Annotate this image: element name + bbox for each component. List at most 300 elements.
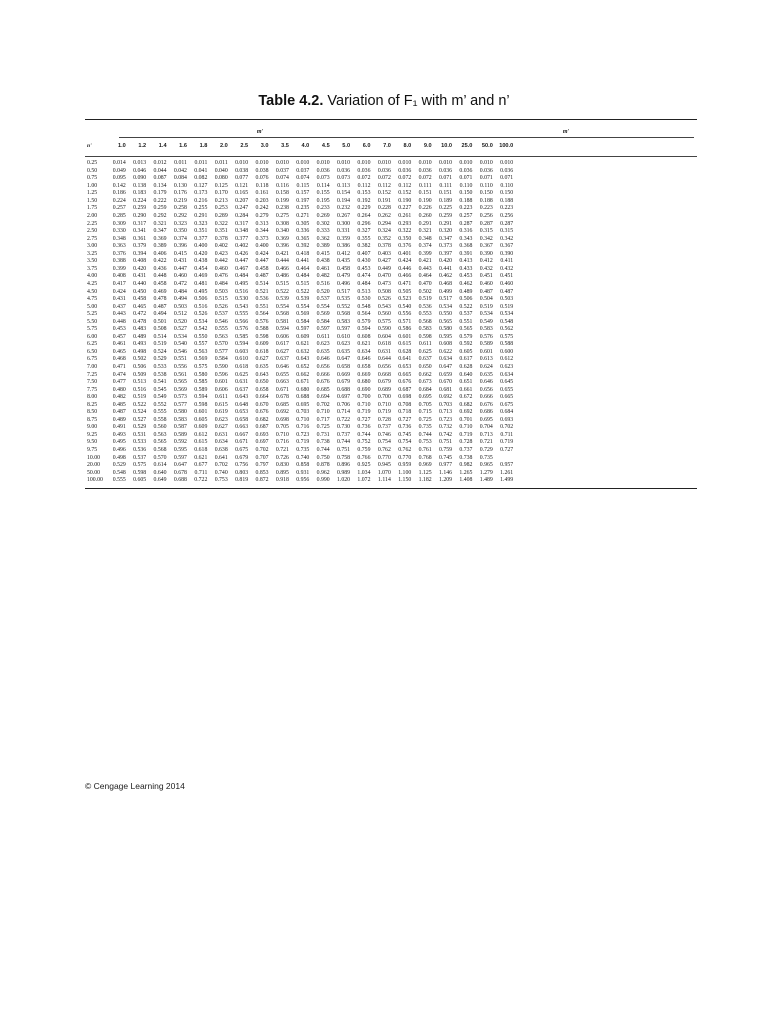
table-cell: 0.534 [194,318,208,325]
table-cell: 0.197 [296,197,310,204]
table-cell: 0.458 [337,265,351,272]
table-cell: 0.545 [153,386,167,393]
table-cell: 0.554 [275,303,289,310]
table-row [85,213,697,221]
table-cell: 0.736 [357,424,371,431]
table-cell: 0.170 [214,190,228,197]
table-cell: 0.271 [296,213,310,220]
table-cell: 0.580 [438,326,453,333]
table-cell: 0.040 [214,167,228,174]
table-cell: 0.530 [357,296,371,303]
table-cell: 0.673 [418,379,432,386]
table-cell: 0.584 [214,356,228,363]
table-cell: 0.727 [500,446,514,453]
table-cell: 0.707 [255,454,269,461]
table-cell: 0.441 [438,265,453,272]
table-cell: 0.619 [214,409,228,416]
table-cell: 0.110 [500,182,514,189]
table-cell: 1.070 [377,469,391,476]
row-label-n: 2.75 [87,235,98,242]
table-cell: 0.484 [173,288,187,295]
table-cell: 0.594 [194,394,208,401]
table-cell: 0.071 [479,175,493,182]
table-cell: 0.744 [316,446,330,453]
table-cell: 0.531 [133,431,147,438]
table-row [85,243,697,251]
table-cell: 0.579 [459,333,473,340]
table-cell: 0.611 [214,394,228,401]
table-cell: 0.663 [275,379,289,386]
table-cell: 0.732 [438,424,453,431]
table-cell: 0.655 [500,386,514,393]
table-cell: 0.540 [398,303,412,310]
table-cell: 0.042 [173,167,187,174]
table-cell: 0.522 [296,288,310,295]
table-cell: 0.589 [194,386,208,393]
table-cell: 0.352 [377,235,391,242]
table-cell: 0.084 [173,175,187,182]
table-cell: 0.071 [500,175,514,182]
table-cell: 0.347 [438,235,453,242]
table-cell: 0.570 [214,341,228,348]
table-cell: 0.485 [112,401,126,408]
table-cell: 0.487 [500,288,514,295]
table-cell: 0.309 [112,220,126,227]
table-cell: 0.125 [214,182,228,189]
table-row [85,470,697,478]
table-cell: 0.438 [194,258,208,265]
table-cell: 0.216 [194,197,208,204]
table-cell: 0.745 [398,431,412,438]
table-cell: 0.365 [296,235,310,242]
table-cell: 0.714 [337,409,351,416]
table-cell: 0.153 [357,190,371,197]
table-row [85,304,697,312]
table-cell: 0.542 [194,326,208,333]
table-cell: 0.470 [418,280,432,287]
table-cell: 0.693 [500,416,514,423]
table-cell: 0.655 [275,371,289,378]
table-cell: 0.451 [500,273,514,280]
table-cell: 0.601 [194,409,208,416]
column-header-n: n' [87,143,92,150]
table-cell: 0.483 [133,326,147,333]
table-cell: 0.614 [153,462,167,469]
table-cell: 0.521 [255,288,269,295]
table-cell: 0.072 [377,175,391,182]
table-cell: 0.506 [459,296,473,303]
table-cell: 0.698 [398,394,412,401]
table-cell: 0.643 [296,356,310,363]
table-cell: 0.676 [316,379,330,386]
table-cell: 0.258 [173,205,187,212]
table-cell: 0.527 [133,416,147,423]
table-cell: 0.617 [275,341,289,348]
table-row [85,221,697,229]
table-cell: 0.342 [479,235,493,242]
table-cell: 0.563 [194,348,208,355]
table-cell: 0.520 [316,288,330,295]
table-cell: 0.601 [479,348,493,355]
table-cell: 0.402 [235,243,249,250]
table-cell: 0.333 [316,228,330,235]
table-cell: 0.464 [296,265,310,272]
table-cell: 0.969 [418,462,432,469]
table-cell: 0.676 [398,379,412,386]
table-cell: 0.945 [377,462,391,469]
table-cell: 0.275 [275,213,289,220]
table-cell: 0.423 [214,250,228,257]
table-cell: 0.011 [214,160,228,167]
row-label-n: 10.00 [87,454,101,461]
column-header-m: 2.0 [219,143,228,150]
table-cell: 0.111 [419,182,432,189]
table-cell: 0.188 [479,197,493,204]
table-cell: 0.584 [296,318,310,325]
table-cell: 0.703 [296,409,310,416]
table-cell: 0.155 [316,190,330,197]
table-cell: 0.606 [214,386,228,393]
table-cell: 0.348 [418,235,432,242]
table-cell: 0.378 [377,243,391,250]
table-cell: 0.744 [418,431,432,438]
table-cell: 0.539 [275,296,289,303]
table-row [85,394,697,402]
table-cell: 0.684 [500,409,514,416]
title-label: Table 4.2. [258,93,324,109]
table-cell: 0.257 [459,213,473,220]
table-cell: 0.479 [337,273,351,280]
table-cell: 0.262 [377,213,391,220]
table-cell: 0.259 [153,205,167,212]
table-cell: 0.010 [418,160,432,167]
column-header-m: 1.0 [118,143,126,150]
table-cell: 0.519 [133,394,147,401]
table-cell: 0.625 [235,371,249,378]
table-cell: 0.165 [235,190,249,197]
table-cell: 0.590 [377,326,391,333]
table-cell: 0.605 [194,416,208,423]
table-cell: 0.688 [296,394,310,401]
table-cell: 0.589 [479,341,493,348]
row-label-n: 3.50 [87,258,98,265]
table-cell: 0.759 [357,446,371,453]
table-cell: 0.700 [357,394,371,401]
table-cell: 0.603 [235,348,249,355]
table-cell: 0.677 [194,462,208,469]
table-cell: 0.643 [255,371,269,378]
table-cell: 0.377 [194,235,208,242]
table-cell: 0.519 [500,303,514,310]
table-cell: 0.072 [357,175,371,182]
table-cell: 0.469 [194,273,208,280]
table-cell: 0.431 [173,258,187,265]
table-cell: 0.647 [173,462,187,469]
table-cell: 0.730 [337,424,351,431]
table-cell: 0.647 [337,356,351,363]
table-cell: 0.478 [153,296,167,303]
row-label-n: 6.00 [87,333,98,340]
table-cell: 0.487 [479,288,493,295]
table-cell: 0.583 [479,326,493,333]
table-cell: 0.702 [214,462,228,469]
table-cell: 0.688 [337,386,351,393]
table-cell: 0.422 [153,258,167,265]
table-cell: 0.493 [112,431,126,438]
table-cell: 0.533 [153,363,167,370]
row-label-n: 0.75 [87,175,98,182]
row-label-n: 4.75 [87,296,98,303]
table-cell: 0.390 [479,250,493,257]
table-cell: 0.189 [438,197,453,204]
table-cell: 0.466 [398,273,412,280]
table-cell: 0.738 [316,439,330,446]
title-text: Variation of F₁ with m’ and n’ [323,93,510,109]
table-cell: 0.637 [235,386,249,393]
table-cell: 0.111 [439,182,453,189]
table-cell: 0.493 [133,341,147,348]
table-row [85,183,697,191]
group-label-right: m' [562,128,570,135]
table-cell: 0.766 [357,454,371,461]
table-cell: 0.627 [214,424,228,431]
table-cell: 0.044 [153,167,167,174]
table-cell: 0.408 [133,258,147,265]
table-cell: 0.037 [275,167,289,174]
table-row [85,447,697,455]
table-cell: 0.534 [438,303,453,310]
table-cell: 0.534 [500,311,514,318]
table-cell: 0.491 [112,424,126,431]
table-cell: 0.727 [357,416,371,423]
table-cell: 0.443 [112,311,126,318]
table-cell: 0.698 [275,416,289,423]
table-cell: 0.563 [214,333,228,340]
table-cell: 0.468 [438,280,453,287]
table-cell: 0.697 [337,394,351,401]
table-cell: 0.635 [337,348,351,355]
table-cell: 0.517 [438,296,453,303]
table-cell: 0.462 [459,280,473,287]
row-label-n: 7.75 [87,386,98,393]
table-cell: 0.956 [296,477,310,484]
table-cell: 0.499 [438,288,453,295]
column-header-m: 4.5 [321,143,330,150]
table-cell: 0.588 [500,341,514,348]
table-cell: 0.631 [235,379,249,386]
table-cell: 0.565 [459,326,473,333]
table-cell: 0.598 [418,333,432,340]
table-cell: 0.679 [337,379,351,386]
table-cell: 0.154 [337,190,351,197]
table-cell: 0.595 [438,333,453,340]
table-cell: 0.344 [255,228,269,235]
table-cell: 0.543 [377,303,391,310]
table-cell: 0.460 [479,280,493,287]
table-cell: 0.600 [500,348,514,355]
table-cell: 0.503 [214,288,228,295]
table-cell: 0.219 [173,197,187,204]
table-cell: 0.471 [398,280,412,287]
table-cell: 0.759 [438,446,453,453]
table-cell: 0.608 [357,333,371,340]
table-cell: 0.501 [153,318,167,325]
table-cell: 0.719 [459,431,473,438]
table-cell: 0.324 [377,228,391,235]
table-cell: 0.487 [255,273,269,280]
table-cell: 0.502 [133,356,147,363]
table-cell: 0.556 [398,311,412,318]
table-cell: 0.320 [438,228,453,235]
table-cell: 0.723 [438,416,453,423]
table-cell: 0.666 [479,394,493,401]
table-cell: 0.666 [316,371,330,378]
table-cell: 0.621 [194,454,208,461]
table-cell: 0.186 [112,190,126,197]
table-cell: 0.552 [153,401,167,408]
row-label-n: 2.50 [87,228,98,235]
table-cell: 0.649 [153,477,167,484]
table-cell: 0.622 [438,348,453,355]
table-cell: 0.223 [479,205,493,212]
table-cell: 0.618 [194,446,208,453]
table-cell: 0.628 [398,348,412,355]
table-cell: 0.199 [275,197,289,204]
table-cell: 0.580 [173,409,187,416]
table-cell: 0.594 [235,341,249,348]
table-cell: 0.585 [235,333,249,340]
table-cell: 0.695 [479,416,493,423]
table-cell: 0.359 [337,235,351,242]
table-cell: 0.575 [133,462,147,469]
table-cell: 0.705 [418,401,432,408]
table-cell: 0.127 [194,182,208,189]
table-cell: 0.684 [418,386,432,393]
table-cell: 0.557 [194,341,208,348]
table-cell: 0.623 [316,341,330,348]
row-label-n: 20.00 [87,462,101,469]
table-cell: 0.731 [316,431,330,438]
table-cell: 0.555 [112,477,126,484]
table-cell: 0.536 [255,296,269,303]
table-cell: 0.624 [479,363,493,370]
table-cell: 0.693 [255,431,269,438]
row-label-n: 4.00 [87,273,98,280]
table-cell: 0.369 [275,235,289,242]
table-cell: 0.112 [398,182,412,189]
table-cell: 0.213 [214,197,228,204]
table-cell: 0.596 [214,371,228,378]
table-cell: 0.550 [438,311,453,318]
table-cell: 0.458 [153,280,167,287]
table-cell: 0.569 [173,386,187,393]
table-cell: 0.609 [296,333,310,340]
table-cell: 0.553 [418,311,432,318]
table-cell: 0.484 [296,273,310,280]
table-cell: 0.634 [357,348,371,355]
table-cell: 0.037 [296,167,310,174]
table-cell: 0.074 [275,175,289,182]
table-cell: 0.082 [194,175,208,182]
table-row [85,402,697,410]
table-cell: 0.350 [398,235,412,242]
table-cell: 0.279 [255,213,269,220]
table-cell: 0.377 [235,235,249,242]
table-cell: 0.613 [479,356,493,363]
table-cell: 0.010 [235,160,249,167]
table-cell: 0.343 [459,235,473,242]
table-cell: 0.411 [500,258,514,265]
table-cell: 0.982 [459,462,473,469]
table-cell: 0.658 [235,416,249,423]
table-cell: 0.496 [112,446,126,453]
table-cell: 0.565 [173,379,187,386]
table-cell: 0.484 [357,280,371,287]
table-row [85,372,697,380]
table-cell: 0.432 [479,265,493,272]
table-cell: 0.555 [235,311,249,318]
table-cell: 0.634 [500,371,514,378]
table-cell: 0.368 [459,243,473,250]
table-cell: 0.716 [296,424,310,431]
table-cell: 0.010 [459,160,473,167]
table-row [85,311,697,319]
table-cell: 0.313 [255,220,269,227]
table-cell: 0.519 [153,341,167,348]
table-cell: 0.517 [337,288,351,295]
table-cell: 0.235 [296,205,310,212]
table-cell: 0.134 [153,182,167,189]
table-cell: 0.570 [153,454,167,461]
table-cell: 0.583 [337,318,351,325]
table-cell: 0.524 [153,348,167,355]
table-cell: 0.918 [275,477,289,484]
row-label-n: 3.25 [87,250,98,257]
table-cell: 0.515 [214,296,228,303]
table-cell: 0.631 [214,431,228,438]
table-cell: 0.631 [377,348,391,355]
table-row [85,281,697,289]
table-cell: 0.598 [194,401,208,408]
table-cell: 0.830 [275,462,289,469]
table-cell: 0.647 [438,363,453,370]
table-row [85,455,697,463]
table-cell: 0.469 [153,288,167,295]
table-cell: 0.522 [133,401,147,408]
table-cell: 0.224 [133,197,147,204]
table-cell: 0.533 [133,439,147,446]
table-cell: 0.751 [438,439,453,446]
table-cell: 0.229 [357,205,371,212]
row-label-n: 9.50 [87,439,98,446]
table-cell: 0.717 [316,416,330,423]
table-cell: 0.291 [438,220,453,227]
table-row [85,356,697,364]
table-cell: 0.468 [112,356,126,363]
table-cell: 0.675 [235,446,249,453]
row-label-n: 8.00 [87,394,98,401]
table-cell: 0.656 [479,386,493,393]
page-title [0,93,768,109]
table-cell: 0.152 [377,190,391,197]
table-cell: 0.376 [398,243,412,250]
table-cell: 0.426 [235,250,249,257]
table-cell: 0.038 [255,167,269,174]
table-cell: 0.355 [357,235,371,242]
table-cell: 0.520 [173,318,187,325]
table-cell: 0.397 [438,250,453,257]
table-cell: 0.433 [459,265,473,272]
